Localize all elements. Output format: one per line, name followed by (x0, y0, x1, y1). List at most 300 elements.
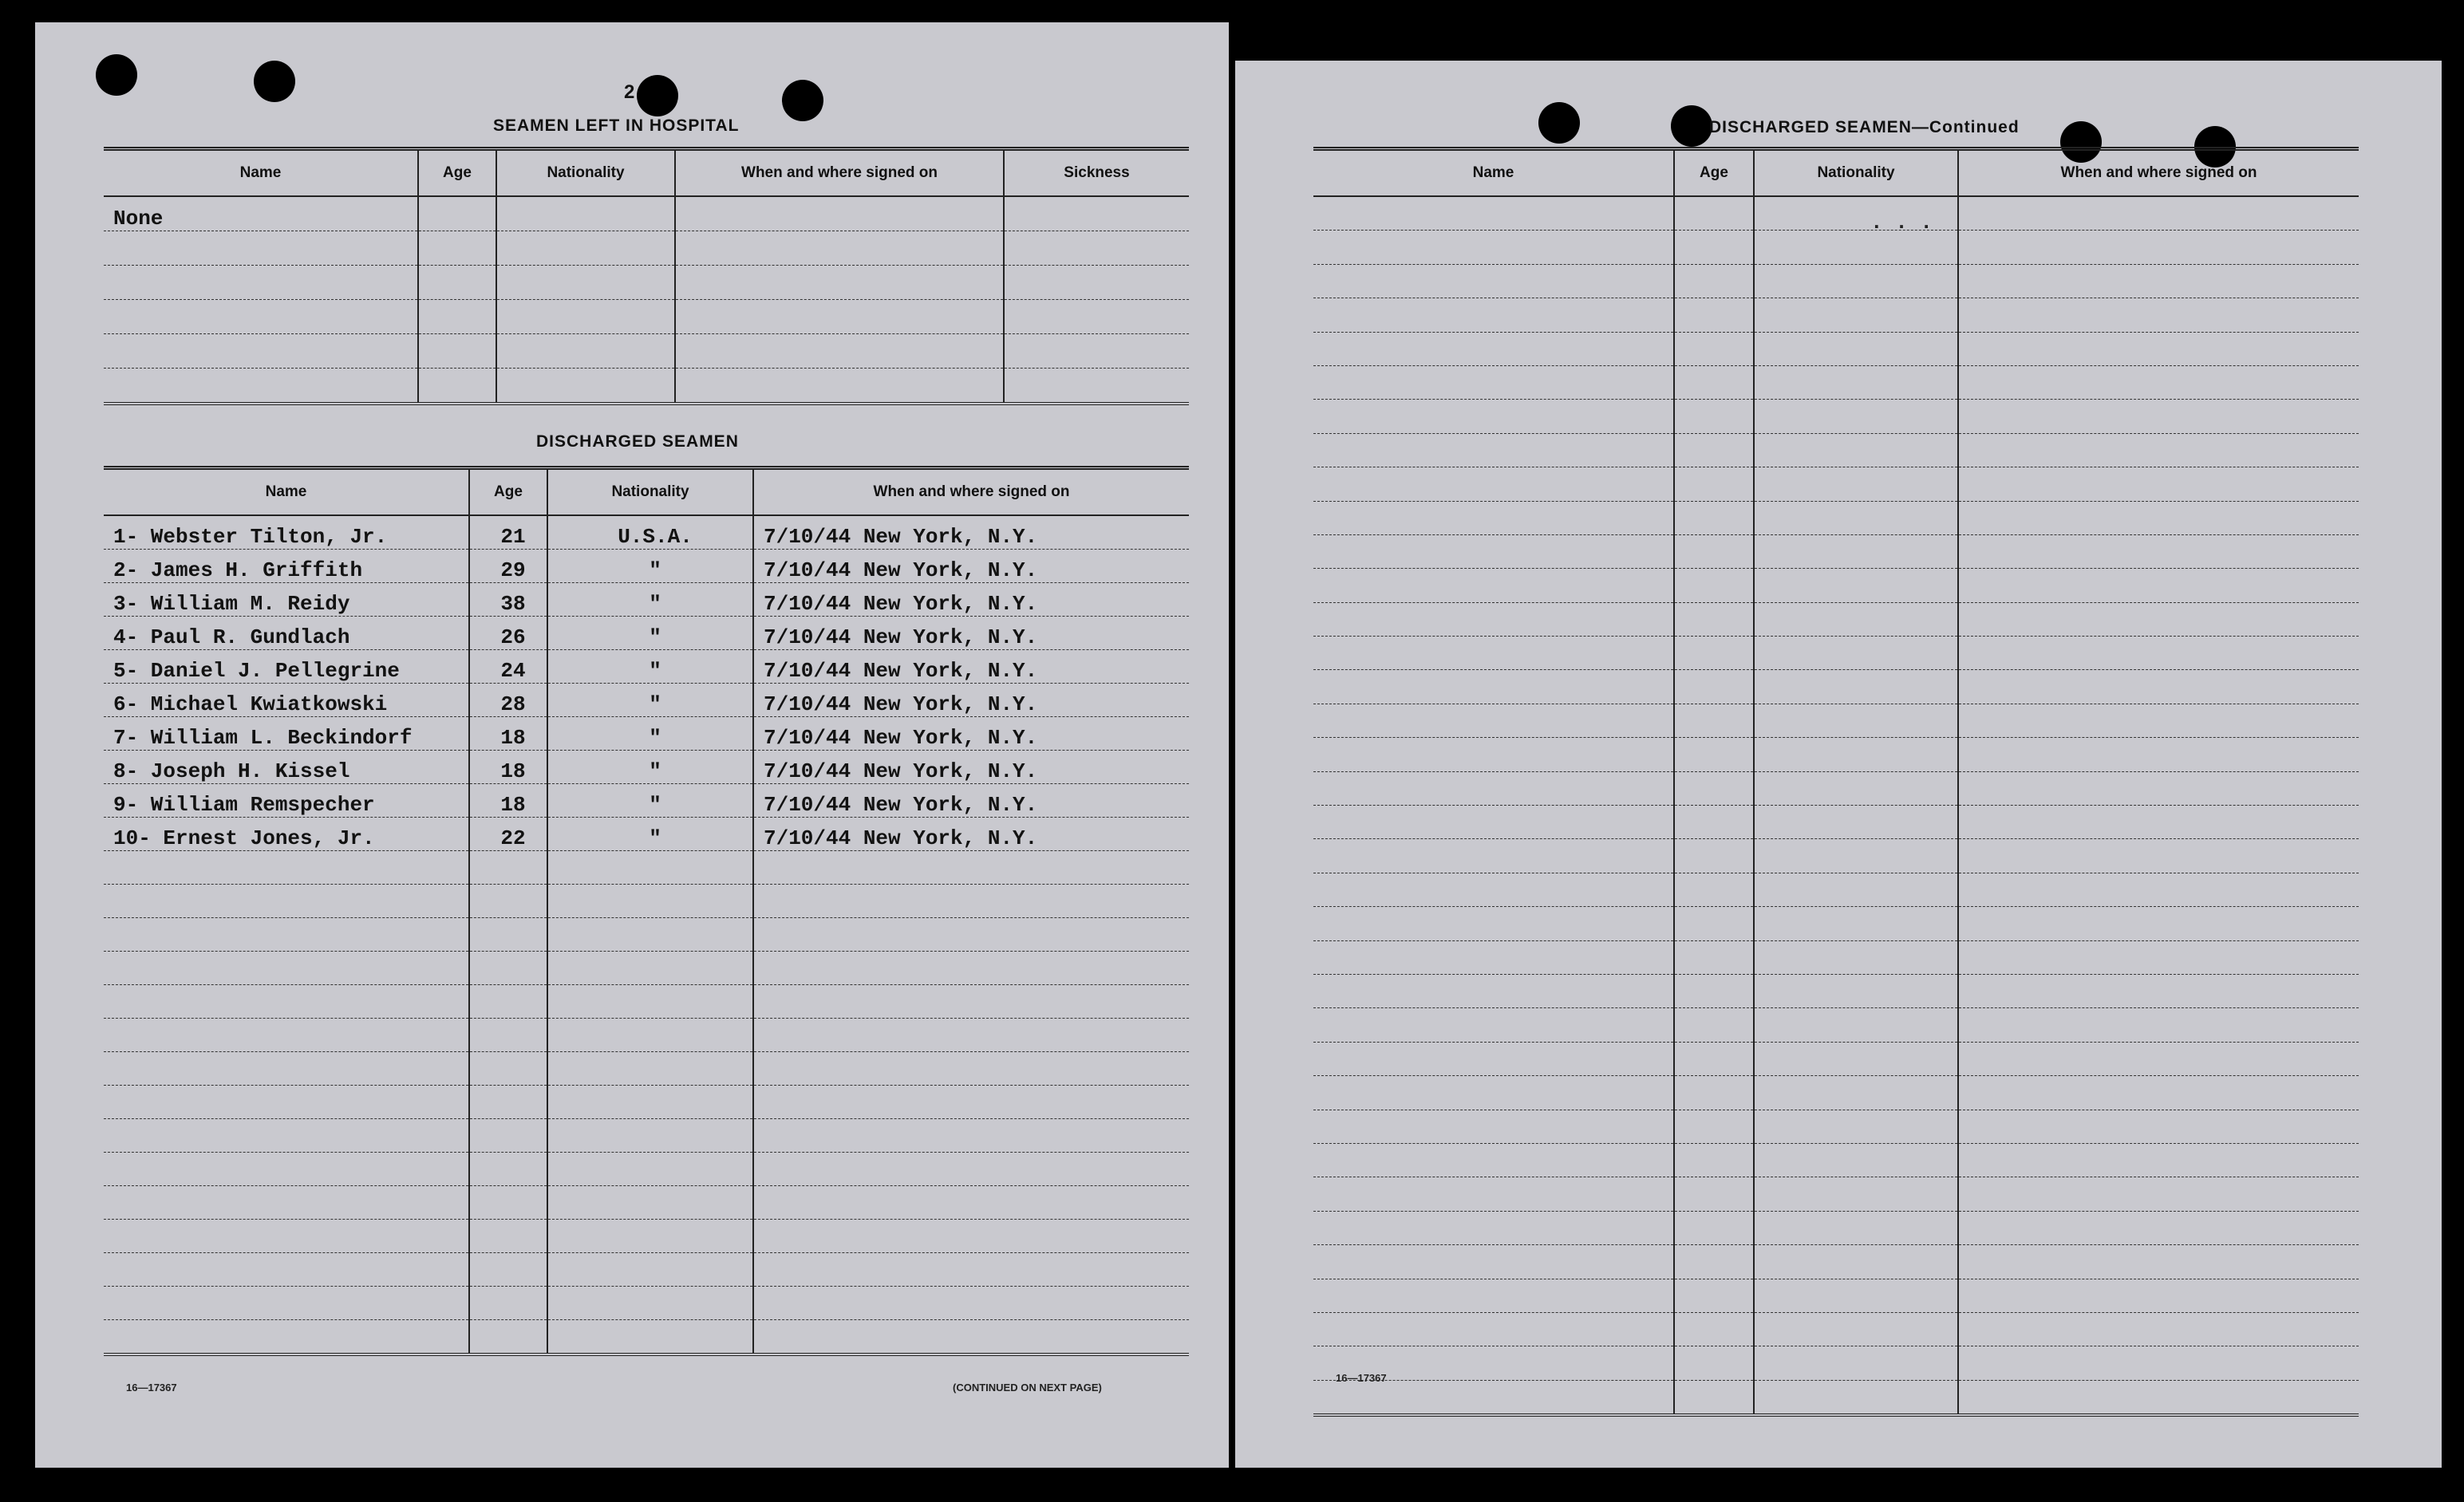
nationality-cell (1754, 1042, 1958, 1075)
name-cell (1313, 264, 1674, 298)
table-row (104, 1086, 1189, 1119)
nationality-cell (1754, 264, 1958, 298)
name-cell (1313, 670, 1674, 704)
signed-on-cell (675, 231, 1004, 266)
nationality-cell (547, 851, 753, 885)
table-row (1313, 1279, 2359, 1312)
name-cell (104, 885, 469, 918)
name-cell (104, 1086, 469, 1119)
name-cell: 4- Paul R. Gundlach (104, 617, 469, 650)
table-row (1313, 907, 2359, 940)
sickness-cell (1004, 231, 1189, 266)
nationality-cell (1754, 907, 1958, 940)
signed-on-cell (1958, 873, 2359, 906)
age-cell (1674, 365, 1754, 399)
signed-on-cell (1958, 231, 2359, 264)
age-cell (1674, 1177, 1754, 1211)
nationality-cell (1754, 738, 1958, 771)
age-cell (1674, 298, 1754, 332)
name-cell: None (104, 196, 418, 231)
signed-on-cell (1958, 332, 2359, 365)
age-cell (469, 885, 547, 918)
signed-on-cell: 7/10/44 New York, N.Y. (753, 583, 1189, 617)
name-cell (1313, 433, 1674, 467)
signed-on-cell (1958, 940, 2359, 974)
table-row (1313, 1143, 2359, 1177)
age-cell (1674, 467, 1754, 501)
nationality-cell (547, 1019, 753, 1052)
name-cell (1313, 298, 1674, 332)
age-cell: 18 (469, 751, 547, 784)
age-cell (469, 1186, 547, 1220)
nationality-cell (1754, 1143, 1958, 1177)
table-row (1313, 196, 2359, 231)
punch-hole (1538, 102, 1580, 144)
nationality-cell (547, 1186, 753, 1220)
signed-on-cell: 7/10/44 New York, N.Y. (753, 684, 1189, 717)
right-page (1235, 61, 2442, 1468)
column-header: Age (418, 149, 496, 197)
table-row (1313, 1076, 2359, 1110)
table-row (1313, 298, 2359, 332)
hospital-section-title: SEAMEN LEFT IN HOSPITAL (493, 116, 740, 135)
signed-on-cell (1958, 1211, 2359, 1244)
age-cell (1674, 1110, 1754, 1143)
age-cell (1674, 1008, 1754, 1042)
name-cell (1313, 940, 1674, 974)
name-cell: 6- Michael Kwiatkowski (104, 684, 469, 717)
signed-on-cell (753, 1186, 1189, 1220)
signed-on-cell (1958, 974, 2359, 1007)
nationality-cell (1754, 670, 1958, 704)
column-header: Name (104, 468, 469, 516)
signed-on-cell: 7/10/44 New York, N.Y. (753, 650, 1189, 684)
age-cell (418, 196, 496, 231)
nationality-cell (1754, 1279, 1958, 1312)
signed-on-cell (1958, 704, 2359, 737)
continued-note: (CONTINUED ON NEXT PAGE) (953, 1382, 1102, 1394)
table-row (1313, 1346, 2359, 1380)
name-cell (1313, 974, 1674, 1007)
age-cell (469, 985, 547, 1019)
age-cell (1674, 1042, 1754, 1075)
age-cell (418, 369, 496, 404)
nationality-cell (1754, 332, 1958, 365)
name-cell (1313, 839, 1674, 873)
table-row (104, 1320, 1189, 1355)
table-row (1313, 738, 2359, 771)
age-cell (469, 952, 547, 985)
table-row (104, 550, 1189, 583)
nationality-cell (1754, 806, 1958, 839)
page-number: 2 (624, 81, 635, 103)
name-cell: 9- William Remspecher (104, 784, 469, 818)
column-header: Nationality (547, 468, 753, 516)
form-number: 16—17367 (126, 1382, 177, 1394)
name-cell: 10- Ernest Jones, Jr. (104, 818, 469, 851)
signed-on-cell (1958, 1076, 2359, 1110)
signed-on-cell (753, 1119, 1189, 1153)
age-cell (469, 851, 547, 885)
table-row (104, 1220, 1189, 1253)
signed-on-cell (1958, 1380, 2359, 1415)
signed-on-cell: 7/10/44 New York, N.Y. (753, 751, 1189, 784)
name-cell (1313, 1143, 1674, 1177)
name-cell (1313, 534, 1674, 568)
nationality-cell (1754, 873, 1958, 906)
discharged-section-title: DISCHARGED SEAMEN (536, 432, 739, 451)
age-cell (1674, 940, 1754, 974)
signed-on-cell: 7/10/44 New York, N.Y. (753, 818, 1189, 851)
age-cell (1674, 1380, 1754, 1415)
nationality-cell (1754, 1177, 1958, 1211)
signed-on-cell (1958, 433, 2359, 467)
age-cell (1674, 534, 1754, 568)
nationality-cell (547, 1287, 753, 1320)
table-row (1313, 467, 2359, 501)
age-cell (1674, 569, 1754, 602)
table-row (1313, 365, 2359, 399)
age-cell (418, 266, 496, 300)
punch-hole (637, 75, 678, 116)
column-header: When and where signed on (675, 149, 1004, 197)
signed-on-cell (1958, 1279, 2359, 1312)
age-cell (1674, 1346, 1754, 1380)
column-header: Nationality (1754, 149, 1958, 197)
age-cell (1674, 907, 1754, 940)
signed-on-cell (753, 885, 1189, 918)
name-cell (1313, 1076, 1674, 1110)
nationality-cell (1754, 1076, 1958, 1110)
nationality-cell (1754, 1008, 1958, 1042)
name-cell (104, 1019, 469, 1052)
sickness-cell (1004, 300, 1189, 334)
nationality-cell (1754, 704, 1958, 737)
signed-on-cell (675, 266, 1004, 300)
nationality-cell (1754, 940, 1958, 974)
signed-on-cell: 7/10/44 New York, N.Y. (753, 550, 1189, 583)
name-cell (104, 985, 469, 1019)
table-row (1313, 704, 2359, 737)
age-cell (1674, 738, 1754, 771)
table-row (1313, 873, 2359, 906)
nationality-cell (547, 918, 753, 952)
table-row (1313, 433, 2359, 467)
signed-on-cell (1958, 602, 2359, 636)
name-cell (104, 851, 469, 885)
signed-on-cell (675, 196, 1004, 231)
nationality-cell: " (547, 751, 753, 784)
nationality-cell (1754, 467, 1958, 501)
name-cell (104, 918, 469, 952)
table-row (104, 885, 1189, 918)
column-header: When and where signed on (1958, 149, 2359, 197)
name-cell: 7- William L. Beckindorf (104, 717, 469, 751)
table-row (104, 1186, 1189, 1220)
table-row (1313, 974, 2359, 1007)
punch-hole (782, 80, 823, 121)
nationality-cell (1754, 1312, 1958, 1346)
table-row (1313, 1042, 2359, 1075)
age-cell (1674, 332, 1754, 365)
nationality-cell (1754, 771, 1958, 805)
nationality-cell (496, 300, 675, 334)
table-row (1313, 1177, 2359, 1211)
nationality-cell (547, 1153, 753, 1186)
nationality-cell: " (547, 717, 753, 751)
age-cell (1674, 873, 1754, 906)
signed-on-cell (1958, 1143, 2359, 1177)
nationality-cell (496, 369, 675, 404)
name-cell (104, 952, 469, 985)
signed-on-cell (1958, 196, 2359, 231)
table-row (104, 784, 1189, 818)
name-cell (1313, 365, 1674, 399)
table-row (104, 617, 1189, 650)
name-cell (1313, 806, 1674, 839)
table-row (1313, 1008, 2359, 1042)
table-row (104, 818, 1189, 851)
table-row (104, 684, 1189, 717)
signed-on-cell (1958, 467, 2359, 501)
signed-on-cell (1958, 637, 2359, 670)
signed-on-cell (1958, 365, 2359, 399)
signed-on-cell (753, 1052, 1189, 1086)
signed-on-cell (753, 1287, 1189, 1320)
table-row (104, 583, 1189, 617)
age-cell: 29 (469, 550, 547, 583)
table-row (1313, 839, 2359, 873)
signed-on-cell (675, 369, 1004, 404)
name-cell (1313, 231, 1674, 264)
nationality-cell (547, 885, 753, 918)
signed-on-cell (753, 1320, 1189, 1355)
signed-on-cell: 7/10/44 New York, N.Y. (753, 515, 1189, 550)
nationality-cell (1754, 839, 1958, 873)
sickness-cell (1004, 369, 1189, 404)
table-row (104, 918, 1189, 952)
signed-on-cell (1958, 806, 2359, 839)
nationality-cell (1754, 534, 1958, 568)
age-cell (469, 1119, 547, 1153)
age-cell (418, 334, 496, 369)
nationality-cell: " (547, 617, 753, 650)
column-header: Age (469, 468, 547, 516)
age-cell (1674, 501, 1754, 534)
age-cell (1674, 602, 1754, 636)
age-cell (1674, 400, 1754, 433)
age-cell (469, 1253, 547, 1287)
table-row (1313, 1245, 2359, 1279)
signed-on-cell (1958, 839, 2359, 873)
name-cell (1313, 602, 1674, 636)
discharged-table (104, 466, 1189, 1356)
name-cell (1313, 501, 1674, 534)
hospital-table (104, 147, 1189, 405)
nationality-cell (1754, 1245, 1958, 1279)
column-header: When and where signed on (753, 468, 1189, 516)
name-cell (104, 1119, 469, 1153)
name-cell (1313, 907, 1674, 940)
age-cell: 26 (469, 617, 547, 650)
age-cell (1674, 1143, 1754, 1177)
nationality-cell (1754, 365, 1958, 399)
age-cell: 18 (469, 784, 547, 818)
age-cell: 21 (469, 515, 547, 550)
signed-on-cell (753, 1153, 1189, 1186)
age-cell (1674, 1076, 1754, 1110)
nationality-cell (547, 1320, 753, 1355)
nationality-cell (1754, 231, 1958, 264)
signed-on-cell (1958, 1177, 2359, 1211)
name-cell (1313, 467, 1674, 501)
name-cell (104, 266, 418, 300)
name-cell: 1- Webster Tilton, Jr. (104, 515, 469, 550)
name-cell (104, 369, 418, 404)
name-cell (1313, 332, 1674, 365)
signed-on-cell (1958, 400, 2359, 433)
table-row (1313, 264, 2359, 298)
nationality-cell (547, 1253, 753, 1287)
age-cell (1674, 806, 1754, 839)
name-cell (1313, 771, 1674, 805)
nationality-cell: " (547, 818, 753, 851)
age-cell (469, 1086, 547, 1119)
table-row (104, 515, 1189, 550)
signed-on-cell (1958, 1346, 2359, 1380)
table-row (104, 300, 1189, 334)
age-cell (469, 1220, 547, 1253)
table-row (104, 1119, 1189, 1153)
signed-on-cell (753, 1086, 1189, 1119)
nationality-cell: U.S.A. (547, 515, 753, 550)
name-cell (1313, 569, 1674, 602)
signed-on-cell (753, 1253, 1189, 1287)
name-cell (1313, 704, 1674, 737)
signed-on-cell (1958, 670, 2359, 704)
table-row (1313, 806, 2359, 839)
name-cell (1313, 196, 1674, 231)
sickness-cell (1004, 266, 1189, 300)
continued-table (1313, 147, 2359, 1417)
punch-hole (1671, 105, 1712, 147)
nationality-cell (547, 1220, 753, 1253)
signed-on-cell (753, 918, 1189, 952)
sickness-cell (1004, 196, 1189, 231)
name-cell (104, 1287, 469, 1320)
nationality-cell (1754, 1346, 1958, 1380)
age-cell (1674, 670, 1754, 704)
name-cell (104, 300, 418, 334)
age-cell (1674, 1312, 1754, 1346)
signed-on-cell (1958, 771, 2359, 805)
table-row (104, 1019, 1189, 1052)
signed-on-cell (1958, 298, 2359, 332)
age-cell: 18 (469, 717, 547, 751)
name-cell (104, 1320, 469, 1355)
age-cell (469, 1153, 547, 1186)
name-cell (104, 1153, 469, 1186)
signed-on-cell (1958, 569, 2359, 602)
table-row (104, 717, 1189, 751)
signed-on-cell (753, 952, 1189, 985)
nationality-cell (1754, 501, 1958, 534)
age-cell (469, 918, 547, 952)
name-cell (1313, 738, 1674, 771)
nationality-cell (1754, 1110, 1958, 1143)
column-header: Name (1313, 149, 1674, 197)
table-row (104, 231, 1189, 266)
table-row (1313, 637, 2359, 670)
age-cell (469, 1287, 547, 1320)
age-cell (469, 1052, 547, 1086)
name-cell (1313, 400, 1674, 433)
nationality-cell (547, 952, 753, 985)
age-cell (1674, 839, 1754, 873)
table-row (1313, 1380, 2359, 1415)
table-row (1313, 602, 2359, 636)
table-row (1313, 1110, 2359, 1143)
name-cell (104, 334, 418, 369)
sickness-cell (1004, 334, 1189, 369)
continued-section-title: DISCHARGED SEAMEN—Continued (1709, 118, 2020, 136)
nationality-cell (1754, 433, 1958, 467)
age-cell (1674, 1245, 1754, 1279)
table-row (104, 1052, 1189, 1086)
table-row (1313, 1211, 2359, 1244)
nationality-cell (547, 1052, 753, 1086)
signed-on-cell (675, 300, 1004, 334)
age-cell (1674, 1211, 1754, 1244)
signed-on-cell (675, 334, 1004, 369)
name-cell (1313, 1380, 1674, 1415)
signed-on-cell (1958, 1110, 2359, 1143)
table-row (104, 334, 1189, 369)
table-row (104, 196, 1189, 231)
nationality-cell (1754, 637, 1958, 670)
table-row (104, 1253, 1189, 1287)
name-cell (1313, 1110, 1674, 1143)
nationality-cell (496, 334, 675, 369)
nationality-cell (1754, 974, 1958, 1007)
column-header: Age (1674, 149, 1754, 197)
signed-on-cell: 7/10/44 New York, N.Y. (753, 717, 1189, 751)
nationality-cell (547, 985, 753, 1019)
nationality-cell (547, 1119, 753, 1153)
punch-hole (254, 61, 295, 102)
age-cell (1674, 231, 1754, 264)
name-cell (104, 1253, 469, 1287)
signed-on-cell (1958, 1042, 2359, 1075)
nationality-cell (1754, 298, 1958, 332)
table-row (1313, 1312, 2359, 1346)
age-cell: 24 (469, 650, 547, 684)
name-cell: 5- Daniel J. Pellegrine (104, 650, 469, 684)
punch-hole (96, 54, 137, 96)
age-cell: 38 (469, 583, 547, 617)
age-cell: 28 (469, 684, 547, 717)
form-number: 16—17367 (1336, 1372, 1387, 1384)
table-row (104, 266, 1189, 300)
signed-on-cell (753, 851, 1189, 885)
table-row (1313, 940, 2359, 974)
signed-on-cell (753, 985, 1189, 1019)
age-cell (1674, 1279, 1754, 1312)
signed-on-cell (1958, 907, 2359, 940)
age-cell (1674, 264, 1754, 298)
name-cell: 3- William M. Reidy (104, 583, 469, 617)
name-cell (1313, 1008, 1674, 1042)
